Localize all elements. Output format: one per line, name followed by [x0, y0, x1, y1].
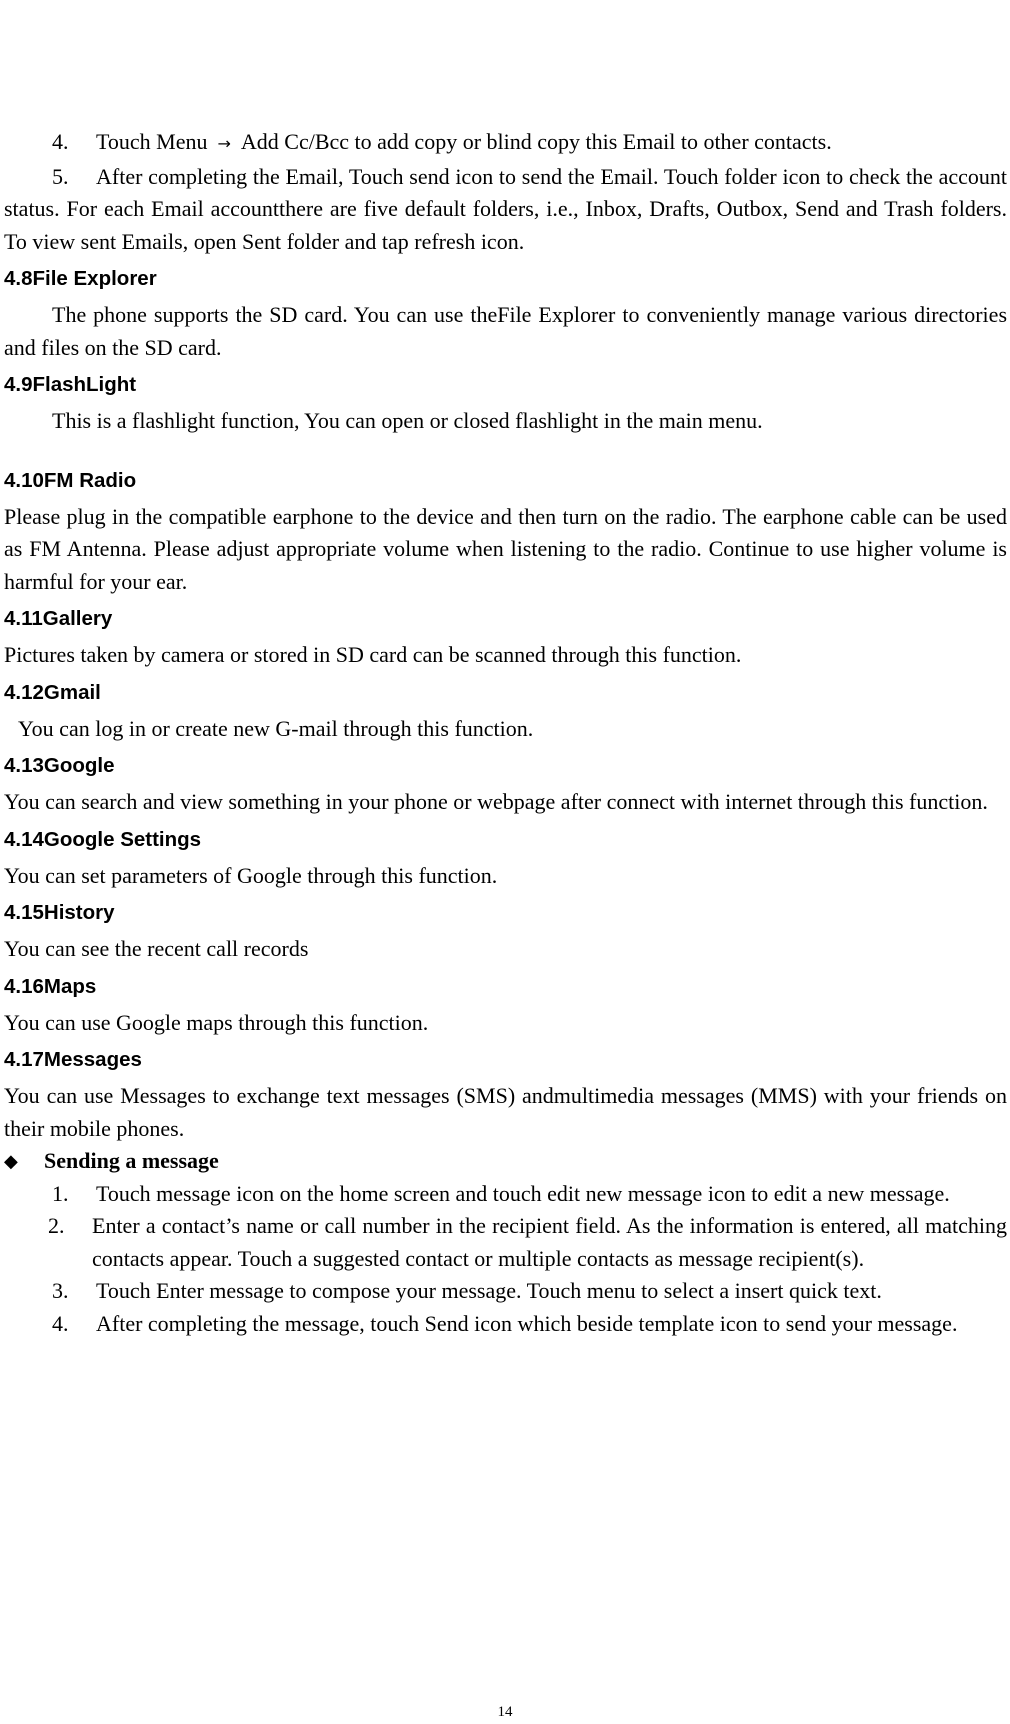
step-number: 4. [52, 129, 69, 154]
sending-message-heading [4, 1145, 1007, 1178]
section-heading-maps: 4.16Maps [4, 974, 97, 998]
section-body-gallery: Pictures taken by camera or stored in SD card can be scanned through this function. [4, 642, 742, 667]
section-body-messages: You can use Messages to exchange text messages (SMS) andmultimedia messages (MMS) with your friends on their mobile phones. [4, 1083, 1007, 1141]
step-text: Add Cc/Bcc to add copy or blind copy this Email to other contacts. [240, 129, 832, 154]
step-text: Touch Menu [96, 129, 208, 154]
sending-message-title: Sending a message [44, 1148, 219, 1173]
section-heading-file-explorer: 4.8File Explorer [4, 267, 157, 290]
section-heading-history: 4.15History [4, 901, 115, 924]
step-text: After completing the Email, Touch send icon to send the Email. Touch folder icon to check the account status. For each Email accountthere are five default folders, i.e., Inbox, Drafts, Outbox, Send and Trash folders. To view sent Emails, open Sent folder and tap refresh icon. [4, 163, 1007, 254]
email-step-5 [4, 161, 1007, 259]
arrow-icon: → [217, 134, 231, 153]
section-body-history: You can see the recent call records [4, 936, 309, 961]
sending-step-4 [4, 1308, 1007, 1341]
section-heading-flashlight: 4.9FlashLight [4, 373, 137, 396]
step-number: 2. [48, 1213, 65, 1238]
section-body-fm-radio: Please plug in the compatible earphone to the device and then turn on the radio. The earphone cable can be used as FM Antenna. Please adjust appropriate volume when listening to the radio. Continue to use higher volume is harmful for your ear. [4, 503, 1007, 594]
section-body-google: You can search and view something in your phone or webpage after connect with internet through this function. [4, 789, 988, 814]
step-text: Touch Enter message to compose your message. Touch menu to select a insert quick text. [96, 1278, 882, 1303]
document-page [4, 126, 1007, 1340]
step-text: After completing the message, touch Send icon which beside template icon to send your message. [96, 1310, 958, 1336]
step-text: Touch message icon on the home screen and touch edit new message icon to edit a new message. [96, 1180, 950, 1206]
step-number: 3. [52, 1278, 69, 1303]
sending-step-2 [4, 1210, 1007, 1275]
step-text: Enter a contact’s name or call number in the recipient field. As the information is entered, all matching contacts appear. Touch a suggested contact or multiple contacts as message recipient(s). [92, 1213, 1007, 1271]
section-body-file-explorer: The phone supports the SD card. You can use theFile Explorer to conveniently manage various directories and files on the SD card. [4, 302, 1007, 360]
email-step-4 [4, 126, 1007, 161]
spacer [4, 438, 1007, 460]
page-number: 14 [497, 1704, 513, 1720]
section-body-maps: You can use Google maps through this function. [4, 1009, 429, 1035]
step-number: 5. [52, 163, 69, 189]
section-heading-gmail: 4.12Gmail [4, 680, 101, 704]
section-body-gmail: You can log in or create new G-mail through this function. [18, 715, 534, 741]
section-heading-fm-radio: 4.10FM Radio [4, 468, 137, 492]
section-heading-google-settings: 4.14Google Settings [4, 827, 202, 851]
section-heading-messages: 4.17Messages [4, 1048, 142, 1071]
section-heading-google: 4.13Google [4, 754, 115, 777]
section-body-google-settings: You can set parameters of Google through this function. [4, 862, 498, 888]
section-body-flashlight: This is a flashlight function, You can open or closed flashlight in the main menu. [52, 408, 763, 433]
diamond-bullet-icon: ◆ [4, 1151, 18, 1171]
step-number: 4. [52, 1310, 69, 1336]
step-number: 1. [52, 1180, 69, 1206]
sending-step-1 [4, 1178, 1007, 1211]
sending-step-3 [4, 1275, 1007, 1308]
section-heading-gallery: 4.11Gallery [4, 607, 113, 630]
